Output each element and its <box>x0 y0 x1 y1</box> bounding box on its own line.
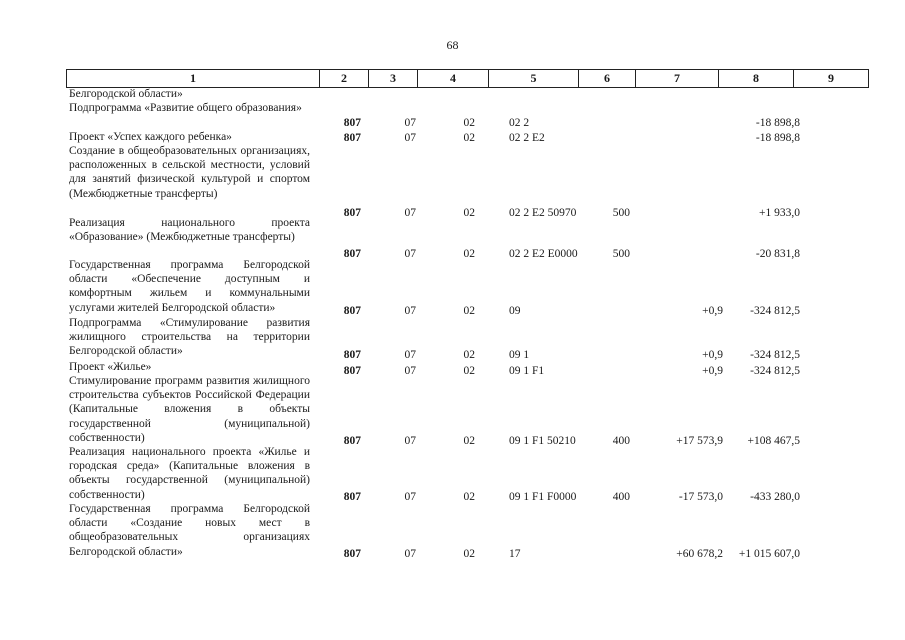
subsection-cell: 02 <box>463 305 475 317</box>
section-cell: 07 <box>404 349 416 361</box>
column-8-cell: +108 467,5 <box>747 435 800 447</box>
section-cell: 07 <box>404 207 416 219</box>
section-cell: 07 <box>404 248 416 260</box>
row-description: Белгородской области» <box>69 88 183 100</box>
section-cell: 07 <box>404 491 416 503</box>
header-col-2: 2 <box>320 70 369 88</box>
header-col-4: 4 <box>418 70 489 88</box>
section-cell: 07 <box>404 548 416 560</box>
subsection-cell: 02 <box>463 248 475 260</box>
section-cell: 07 <box>404 132 416 144</box>
section-cell: 07 <box>404 117 416 129</box>
section-cell: 07 <box>404 365 416 377</box>
row-description: Государственная программа Белгородской области «Создание новых мест в общеобразовательных организациях Белгородской области» <box>69 503 310 558</box>
target-article-cell: 02 2 <box>509 117 530 129</box>
subsection-cell: 02 <box>463 117 475 129</box>
expense-type-cell: 500 <box>612 248 630 260</box>
table-header <box>66 69 869 88</box>
column-7-cell: -17 573,0 <box>678 491 723 503</box>
row-description: Проект «Успех каждого ребенка» <box>69 131 232 143</box>
subsection-cell: 02 <box>463 435 475 447</box>
expense-type-cell: 400 <box>612 435 630 447</box>
target-article-cell: 02 2 E2 E0000 <box>509 248 578 260</box>
row-description: Создание в общеобразовательных организациях, расположенных в сельской местности, условий для занятий физической культурой и спортом (Межбюджетные трансферты) <box>69 145 310 200</box>
column-7-cell: +0,9 <box>702 305 723 317</box>
expense-type-cell: 400 <box>612 491 630 503</box>
subsection-cell: 02 <box>463 349 475 361</box>
budget-code-cell: 807 <box>343 491 361 503</box>
section-cell: 07 <box>404 305 416 317</box>
target-article-cell: 02 2 E2 <box>509 132 545 144</box>
column-8-cell: -324 812,5 <box>750 349 800 361</box>
budget-code-cell: 807 <box>343 548 361 560</box>
budget-code-cell: 807 <box>343 365 361 377</box>
subsection-cell: 02 <box>463 207 475 219</box>
budget-code-cell: 807 <box>343 305 361 317</box>
row-description: Подпрограмма «Развитие общего образования» <box>69 102 302 114</box>
section-cell: 07 <box>404 435 416 447</box>
header-col-7: 7 <box>636 70 719 88</box>
expense-type-cell: 500 <box>612 207 630 219</box>
column-7-cell: +17 573,9 <box>676 435 723 447</box>
column-8-cell: -433 280,0 <box>750 491 800 503</box>
column-8-cell: -20 831,8 <box>755 248 800 260</box>
subsection-cell: 02 <box>463 548 475 560</box>
row-description: Стимулирование программ развития жилищного строительства субъектов Российской Федерации (Капитальные вложения в объекты государственной (муниципальной) собственности) <box>69 375 310 444</box>
budget-code-cell: 807 <box>343 248 361 260</box>
column-8-cell: -18 898,8 <box>755 132 800 144</box>
table-body <box>0 87 905 607</box>
header-col-6: 6 <box>579 70 636 88</box>
column-8-cell: -18 898,8 <box>755 117 800 129</box>
column-7-cell: +0,9 <box>702 365 723 377</box>
budget-code-cell: 807 <box>343 207 361 219</box>
target-article-cell: 09 1 F1 50210 <box>509 435 576 447</box>
target-article-cell: 02 2 E2 50970 <box>509 207 577 219</box>
row-description: Реализация национального проекта «Жилье и городская среда» (Капитальные вложения в объекты государственной (муниципальной) собственности) <box>69 446 310 501</box>
column-7-cell: +0,9 <box>702 349 723 361</box>
subsection-cell: 02 <box>463 365 475 377</box>
target-article-cell: 09 1 F1 F0000 <box>509 491 577 503</box>
header-col-5: 5 <box>489 70 579 88</box>
header-col-8: 8 <box>719 70 794 88</box>
budget-code-cell: 807 <box>343 349 361 361</box>
page-number: 68 <box>446 38 459 52</box>
budget-code-cell: 807 <box>343 117 361 129</box>
subsection-cell: 02 <box>463 491 475 503</box>
column-8-cell: -324 812,5 <box>750 305 800 317</box>
target-article-cell: 17 <box>509 548 521 560</box>
target-article-cell: 09 <box>509 305 521 317</box>
budget-code-cell: 807 <box>343 132 361 144</box>
column-8-cell: +1 015 607,0 <box>738 548 800 560</box>
target-article-cell: 09 1 <box>509 349 530 361</box>
column-8-cell: +1 933,0 <box>759 207 800 219</box>
subsection-cell: 02 <box>463 132 475 144</box>
header-col-1: 1 <box>67 70 320 88</box>
header-col-3: 3 <box>369 70 418 88</box>
row-description: Подпрограмма «Стимулирование развития жилищного строительства на территории Белгородской области» <box>69 317 310 358</box>
column-8-cell: -324 812,5 <box>750 365 800 377</box>
row-description: Государственная программа Белгородской области «Обеспечение доступным и комфортным жильем и коммунальными услугами жителей Белгородской области» <box>69 259 310 314</box>
header-col-9: 9 <box>794 70 869 88</box>
budget-code-cell: 807 <box>343 435 361 447</box>
target-article-cell: 09 1 F1 <box>509 365 545 377</box>
row-description: Реализация национального проекта «Образование» (Межбюджетные трансферты) <box>69 217 310 244</box>
row-description: Проект «Жилье» <box>69 361 152 373</box>
column-7-cell: +60 678,2 <box>676 548 723 560</box>
